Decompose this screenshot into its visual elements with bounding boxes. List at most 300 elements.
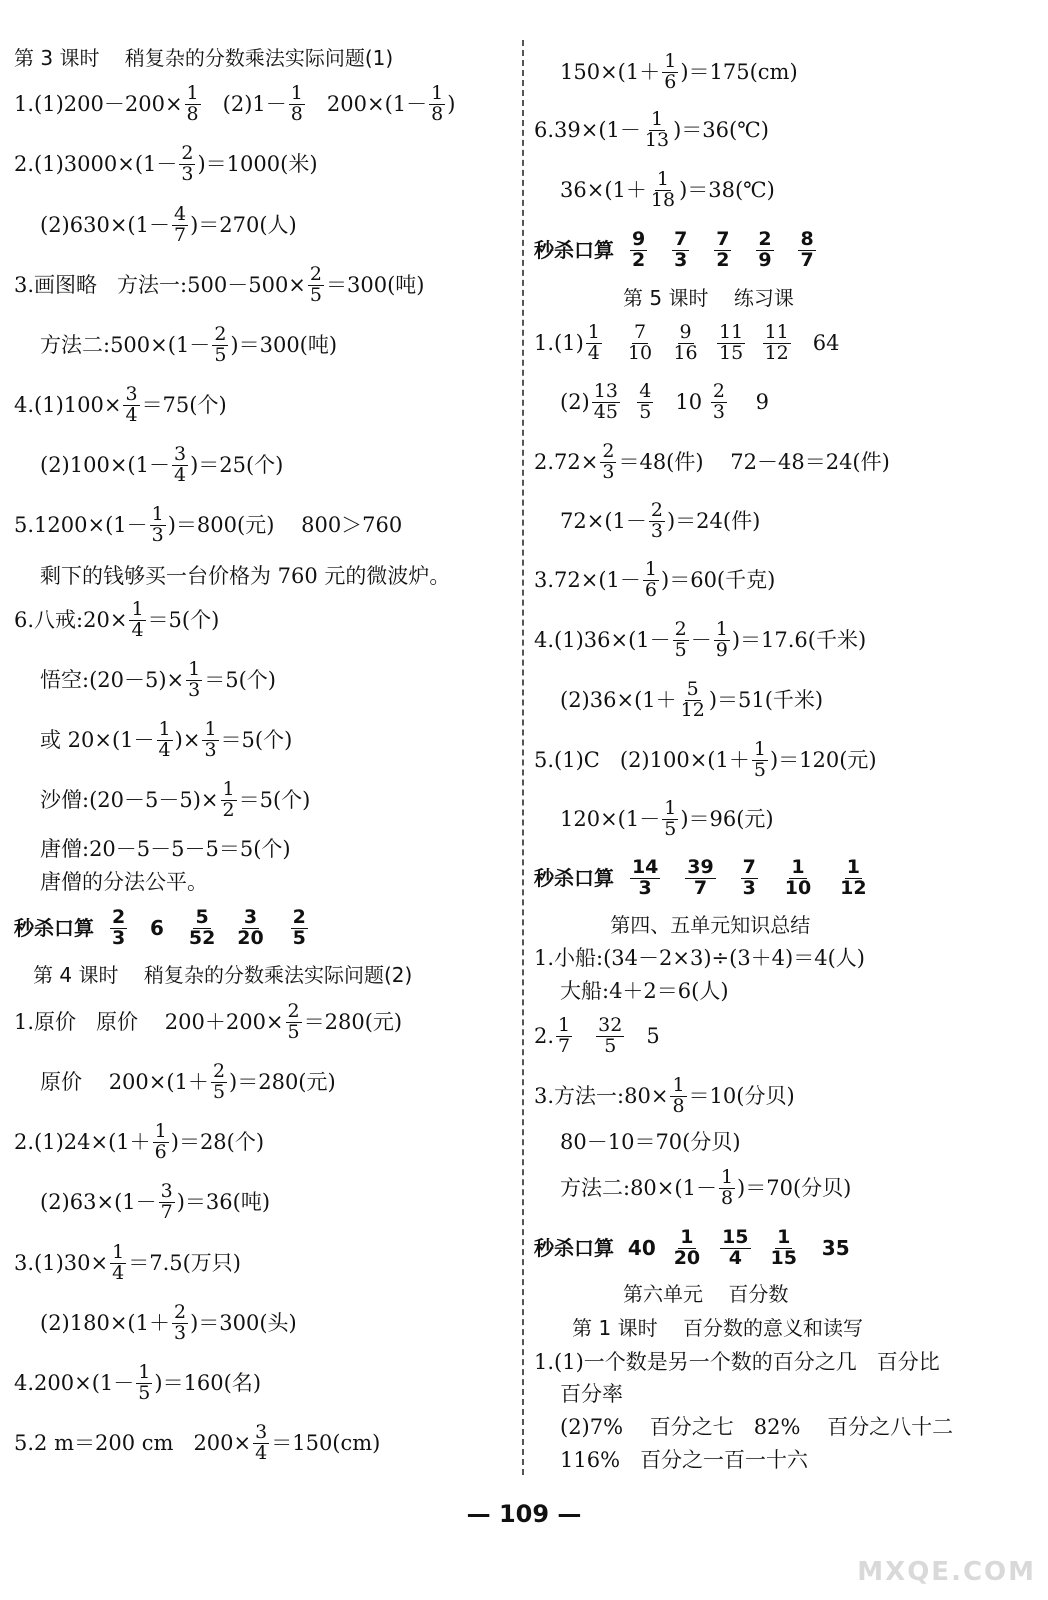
text-segment: 4.(1)36×(1－ (534, 627, 671, 652)
fraction-denominator: 15 (719, 341, 744, 364)
fraction-numerator: 1 (290, 81, 303, 104)
text-segment: (2)180×(1＋ (40, 1310, 170, 1335)
fraction (172, 1300, 188, 1344)
text-segment: 3.(1)30× (14, 1250, 109, 1275)
left-answer-line (14, 81, 456, 125)
fraction-numerator: 3 (160, 1179, 173, 1202)
fraction-denominator: 8 (431, 102, 444, 125)
text-segment: 1.(1)一个数是另一个数的百分之几 百分比 (534, 1349, 940, 1374)
fraction-denominator: 3 (638, 876, 652, 899)
fraction (600, 439, 616, 483)
text-segment: 第 4 课时 稍复杂的分数乘法实际问题(2) (14, 963, 413, 987)
text-segment: )＝175(cm) (680, 59, 798, 84)
fraction (129, 597, 145, 641)
fraction (714, 617, 730, 661)
right-answer-line (534, 107, 769, 151)
text-segment: 36×(1＋ (560, 177, 647, 202)
fraction-denominator: 3 (173, 1321, 187, 1344)
text-segment: ＝5(个) (220, 727, 293, 752)
fraction-denominator: 3 (742, 876, 756, 899)
right-answer-line (534, 945, 865, 970)
fraction (626, 320, 654, 364)
fraction (763, 320, 791, 364)
fraction (685, 855, 715, 899)
text-segment: ＝10(分贝) (688, 1083, 795, 1108)
fraction-denominator: 15 (770, 1246, 797, 1269)
left-answer-line (14, 657, 276, 701)
fraction-denominator: 4 (728, 1246, 742, 1269)
fraction-denominator: 52 (188, 926, 216, 949)
fraction (123, 382, 139, 426)
fraction (672, 1225, 702, 1269)
fraction (429, 81, 445, 125)
right-answer-line (534, 1447, 809, 1472)
text-segment: 大船:4＋2＝6(人) (560, 978, 729, 1003)
left-answer-line (14, 563, 451, 588)
text-segment: ＝5(个) (204, 667, 276, 692)
fraction-denominator: 7 (173, 223, 187, 246)
fraction-denominator: 3 (204, 738, 217, 761)
fraction-numerator: 1 (777, 1225, 791, 1248)
text-segment: 3.画图略 方法一:500－500× (14, 272, 306, 297)
right-answer-line (534, 379, 769, 423)
text-segment: 64 (792, 330, 840, 355)
text-segment: )＝160(名) (154, 1370, 262, 1395)
fraction-denominator: 4 (255, 1441, 268, 1464)
fraction-denominator: 2 (716, 248, 730, 271)
fraction-numerator: 2 (602, 439, 615, 462)
fraction (110, 1240, 126, 1284)
fraction (637, 379, 653, 423)
fraction-denominator: 5 (292, 926, 306, 949)
fraction-numerator: 1 (656, 167, 670, 190)
text-segment: )＝17.6(千米) (731, 627, 867, 652)
fraction-denominator: 3 (650, 519, 663, 542)
fraction-denominator: 12 (680, 698, 705, 721)
fraction (308, 262, 324, 306)
text-segment: 原价 200×(1＋ (40, 1069, 209, 1094)
fraction-denominator: 8 (720, 1186, 734, 1209)
fraction (253, 1420, 269, 1464)
fraction-denominator: 4 (158, 738, 171, 761)
right-answer-line (534, 439, 890, 483)
fraction (756, 227, 773, 271)
text-segment (760, 868, 781, 888)
fraction-numerator: 2 (292, 905, 306, 928)
text-segment: 2.72× (534, 449, 599, 474)
text-segment: )＝800(元) 800＞760 (167, 512, 403, 537)
text-segment: 2. (534, 1023, 555, 1048)
right-answer-line (534, 320, 840, 364)
right-answer-line (534, 617, 867, 661)
right-answer-line (534, 1225, 850, 1269)
fraction-numerator: 11 (719, 320, 744, 343)
text-segment: (2)36×(1＋ (560, 687, 677, 712)
text-segment: ＝75(个) (141, 392, 227, 417)
fraction-numerator: 1 (846, 855, 860, 878)
text-segment: 方法二:80×(1－ (560, 1175, 717, 1200)
fraction (150, 502, 166, 546)
fraction-denominator: 10 (784, 876, 812, 899)
fraction (586, 320, 602, 364)
fraction (649, 498, 665, 542)
text-segment: 沙僧:(20－5－5)× (40, 787, 219, 812)
fraction-numerator: 1 (650, 107, 664, 130)
text-segment: 第四、五单元知识总结 (534, 913, 811, 937)
fraction-denominator: 5 (287, 1020, 300, 1043)
fraction-denominator: 7 (693, 876, 708, 899)
fraction-numerator: 2 (111, 905, 126, 928)
fraction-denominator: 5 (639, 400, 652, 423)
text-segment: 6.八戒:20× (14, 607, 128, 632)
text-segment: (2)630×(1－ (40, 212, 170, 237)
text-segment: 秒杀口算 (534, 238, 628, 262)
fraction (211, 1059, 227, 1103)
text-segment (704, 1238, 718, 1258)
text-segment: 1.原价 原价 200＋200× (14, 1009, 284, 1034)
fraction (798, 227, 815, 271)
left-answer-line (14, 1179, 271, 1223)
left-answer-line (14, 1240, 241, 1284)
fraction (286, 999, 302, 1043)
fraction (662, 796, 678, 840)
right-answer-line (534, 855, 871, 899)
text-segment: ) (447, 91, 456, 116)
fraction-denominator: 7 (160, 1200, 173, 1223)
text-segment: 秒杀口算 (534, 866, 628, 890)
text-segment: )＝280(元) (229, 1069, 336, 1094)
watermark: MXQE.COM (857, 1556, 1036, 1587)
right-answer-line (534, 1013, 660, 1057)
right-answer-line (534, 1381, 623, 1406)
fraction-numerator: 1 (587, 320, 600, 343)
text-segment: ＝150(cm) (271, 1430, 381, 1455)
fraction-denominator: 16 (673, 341, 698, 364)
text-segment: 150×(1＋ (560, 59, 661, 84)
fraction-numerator: 8 (800, 227, 814, 250)
left-answer-line (14, 836, 291, 861)
fraction-denominator: 4 (131, 618, 144, 641)
fraction (157, 717, 173, 761)
fraction-denominator: 5 (674, 638, 687, 661)
fraction (838, 855, 868, 899)
text-segment: 35 (800, 1236, 850, 1260)
text-segment: 3.方法一:80× (534, 1083, 669, 1108)
text-segment: ＝5(个) (238, 787, 311, 812)
fraction (711, 379, 727, 423)
fraction-numerator: 1 (664, 796, 677, 819)
left-answer-line (14, 1059, 336, 1103)
fraction-numerator: 2 (214, 322, 227, 345)
fraction (714, 227, 731, 271)
fraction-numerator: 9 (631, 227, 646, 250)
fraction-denominator: 4 (587, 341, 600, 364)
text-segment: )＝300(头) (190, 1310, 297, 1335)
text-segment: 第六单元 百分数 (534, 1282, 789, 1306)
text-segment (733, 240, 754, 260)
right-answer-line (534, 978, 729, 1003)
text-segment (656, 333, 669, 354)
fraction-denominator: 5 (212, 1080, 226, 1103)
fraction-denominator: 5 (664, 817, 677, 840)
fraction-denominator: 6 (664, 70, 677, 93)
text-segment: ＝300(吨) (326, 272, 425, 297)
text-segment: 10 (655, 389, 709, 414)
fraction-numerator: 4 (639, 379, 652, 402)
right-answer-line (534, 1349, 940, 1374)
fraction (717, 320, 745, 364)
fraction (670, 1073, 686, 1117)
text-segment: 80－10＝70(分贝) (560, 1129, 741, 1154)
fraction-numerator: 39 (687, 855, 714, 878)
fraction (592, 379, 620, 423)
left-answer-line (14, 717, 293, 761)
text-segment: 4.(1)100× (14, 392, 122, 417)
fraction-denominator: 5 (138, 1381, 151, 1404)
fraction-denominator: 9 (715, 638, 728, 661)
text-segment: )＝96(元) (680, 806, 774, 831)
text-segment: )＝38(℃) (679, 177, 775, 202)
text-segment: (2)63×(1－ (40, 1189, 157, 1214)
left-answer-line (14, 905, 310, 949)
fraction-numerator: 7 (742, 855, 756, 878)
fraction-numerator: 1 (151, 502, 164, 525)
left-answer-line (14, 1420, 381, 1464)
fraction-numerator: 3 (255, 1420, 268, 1443)
fraction-numerator: 7 (716, 227, 730, 250)
fraction-numerator: 2 (712, 379, 725, 402)
text-segment: 2.(1)3000×(1－ (14, 151, 178, 176)
fraction-numerator: 1 (204, 717, 217, 740)
text-segment: ＝48(件) 72－48＝24(件) (618, 449, 890, 474)
fraction (643, 107, 671, 151)
right-answer-line (534, 1414, 954, 1439)
text-segment: 或 20×(1－ (40, 727, 155, 752)
fraction (768, 1225, 798, 1269)
text-segment: (2)100×(1－ (40, 452, 170, 477)
fraction-numerator: 2 (181, 141, 194, 164)
text-segment (753, 1238, 767, 1258)
fraction-numerator: 7 (674, 227, 688, 250)
fraction-numerator: 1 (186, 81, 199, 104)
fraction-numerator: 1 (791, 855, 805, 878)
fraction (221, 777, 237, 821)
fraction-denominator: 2 (222, 798, 235, 821)
fraction-denominator: 4 (112, 1261, 125, 1284)
right-answer-line (534, 1073, 795, 1117)
fraction-numerator: 14 (631, 855, 659, 878)
fraction-numerator: 1 (715, 617, 728, 640)
right-answer-line (534, 227, 818, 271)
fraction-numerator: 5 (686, 677, 699, 700)
text-segment: (2) (560, 389, 590, 414)
fraction (202, 717, 218, 761)
text-segment: 唐僧的分法公平。 (40, 869, 208, 894)
text-segment (268, 918, 289, 938)
fraction-numerator: 2 (309, 262, 322, 285)
fraction-denominator: 8 (186, 102, 199, 125)
text-segment: 1.小船:(34－2×3)÷(3＋4)＝4(人) (534, 945, 865, 970)
text-segment: 3.72×(1－ (534, 567, 641, 592)
fraction-numerator: 3 (173, 442, 187, 465)
text-segment (776, 240, 797, 260)
left-answer-line (14, 965, 412, 985)
fraction-numerator: 2 (674, 617, 687, 640)
fraction-denominator: 2 (631, 248, 646, 271)
right-answer-line (534, 677, 824, 721)
fraction-denominator: 9 (758, 248, 772, 271)
text-segment: 5.2 m＝200 cm 200× (14, 1430, 252, 1455)
left-answer-line (14, 202, 297, 246)
text-segment: )＝60(千克) (661, 567, 776, 592)
fraction (720, 1225, 750, 1269)
text-segment: 第 5 课时 练习课 (534, 286, 794, 310)
fraction-numerator: 3 (243, 905, 258, 928)
fraction (783, 855, 813, 899)
fraction (291, 905, 308, 949)
fraction-numerator: 1 (154, 1119, 167, 1142)
text-segment: 2.(1)24×(1＋ (14, 1129, 151, 1154)
fraction-denominator: 10 (627, 341, 653, 364)
text-segment: )＝36(℃) (673, 117, 769, 142)
fraction-denominator: 5 (753, 758, 766, 781)
fraction-denominator: 4 (125, 403, 138, 426)
fraction (556, 1013, 572, 1057)
text-segment: 方法二:500×(1－ (40, 332, 211, 357)
fraction-numerator: 1 (753, 737, 766, 760)
text-segment: )＝25(个) (190, 452, 284, 477)
text-segment (691, 240, 712, 260)
text-segment: )× (174, 727, 201, 752)
fraction (212, 322, 228, 366)
fraction-denominator: 5 (604, 1034, 617, 1057)
text-segment (649, 240, 670, 260)
page-number: — 109 — (466, 1500, 582, 1528)
left-answer-line (14, 141, 318, 185)
fraction-numerator: 7 (633, 320, 647, 343)
text-segment: 秒杀口算 40 (534, 1236, 670, 1260)
text-segment: 4.200×(1－ (14, 1370, 135, 1395)
fraction (186, 657, 202, 701)
fraction-denominator: 3 (674, 248, 688, 271)
text-segment: )＝36(吨) (176, 1189, 271, 1214)
text-segment: － (690, 627, 712, 652)
fraction-numerator: 3 (125, 382, 138, 405)
right-answer-line (534, 1129, 741, 1154)
fraction-denominator: 18 (650, 188, 676, 211)
text-segment: 6 (129, 916, 185, 940)
fraction (643, 557, 659, 601)
text-segment: 9 (728, 389, 769, 414)
fraction (752, 737, 768, 781)
fraction-numerator: 2 (287, 999, 300, 1022)
text-segment: 116% 百分之一百一十六 (560, 1447, 809, 1472)
fraction (673, 617, 689, 661)
fraction-numerator: 1 (558, 1013, 571, 1036)
fraction-numerator: 1 (131, 597, 144, 620)
fraction-denominator: 6 (154, 1140, 167, 1163)
fraction-denominator: 8 (290, 102, 303, 125)
left-answer-line (14, 1300, 297, 1344)
fraction-denominator: 5 (214, 343, 227, 366)
fraction-denominator: 4 (173, 463, 187, 486)
fraction-denominator: 8 (672, 1094, 685, 1117)
fraction-denominator: 7 (800, 248, 814, 271)
fraction-denominator: 7 (558, 1034, 571, 1057)
text-segment: 5.(1)C (2)100×(1＋ (534, 747, 750, 772)
right-answer-line (534, 557, 776, 601)
text-segment: ＝5(个) (147, 607, 220, 632)
text-segment: 百分率 (560, 1381, 623, 1406)
fraction (679, 677, 707, 721)
fraction-numerator: 2 (212, 1059, 226, 1082)
fraction (630, 855, 660, 899)
fraction-denominator: 3 (151, 523, 164, 546)
left-answer-line (14, 1360, 262, 1404)
fraction (741, 855, 758, 899)
fraction (596, 1013, 624, 1057)
fraction-denominator: 13 (644, 128, 670, 151)
left-answer-line (14, 1119, 265, 1163)
fraction-numerator: 1 (644, 557, 658, 580)
fraction (187, 905, 217, 949)
text-segment: 5 (626, 1023, 660, 1048)
fraction-denominator: 12 (764, 341, 789, 364)
text-segment: )＝51(千米) (708, 687, 824, 712)
fraction (185, 81, 201, 125)
text-segment: 5.1200×(1－ (14, 512, 148, 537)
fraction-numerator: 1 (158, 717, 171, 740)
text-segment: 第 1 课时 百分数的意义和读写 (534, 1316, 864, 1340)
fraction (172, 202, 188, 246)
text-segment: ＝280(元) (303, 1009, 403, 1034)
text-segment (815, 868, 836, 888)
right-answer-line (534, 1165, 852, 1209)
text-segment: 1.(1)200－200× (14, 91, 183, 116)
fraction-denominator: 3 (188, 678, 201, 701)
text-segment (604, 333, 624, 354)
fraction-denominator: 3 (712, 400, 725, 423)
fraction (672, 227, 689, 271)
left-answer-line (14, 442, 284, 486)
text-segment: 200×(1－ (306, 91, 428, 116)
text-segment: 悟空:(20－5)× (40, 667, 185, 692)
fraction (235, 905, 265, 949)
text-segment: 第 3 课时 稍复杂的分数乘法实际问题(1) (14, 46, 394, 70)
text-segment: 唐僧:20－5－5－5＝5(个) (40, 836, 291, 861)
right-answer-line (534, 167, 775, 211)
text-segment: )＝300(吨) (230, 332, 338, 357)
fraction-numerator: 11 (764, 320, 789, 343)
fraction (179, 141, 195, 185)
text-segment: )＝1000(米) (197, 151, 318, 176)
right-answer-line (534, 288, 794, 308)
fraction-numerator: 1 (664, 49, 677, 72)
left-answer-line (14, 502, 403, 546)
fraction (289, 81, 305, 125)
right-answer-line (534, 1318, 863, 1338)
text-segment: ＝7.5(万只) (128, 1250, 241, 1275)
text-segment (718, 868, 739, 888)
right-answer-line (534, 498, 761, 542)
fraction-numerator: 2 (758, 227, 772, 250)
text-segment: 1.(1) (534, 330, 584, 355)
fraction-numerator: 1 (720, 1165, 734, 1188)
fraction (159, 1179, 175, 1223)
text-segment: )＝70(分贝) (737, 1175, 852, 1200)
fraction-numerator: 1 (222, 777, 235, 800)
text-segment (622, 392, 635, 413)
